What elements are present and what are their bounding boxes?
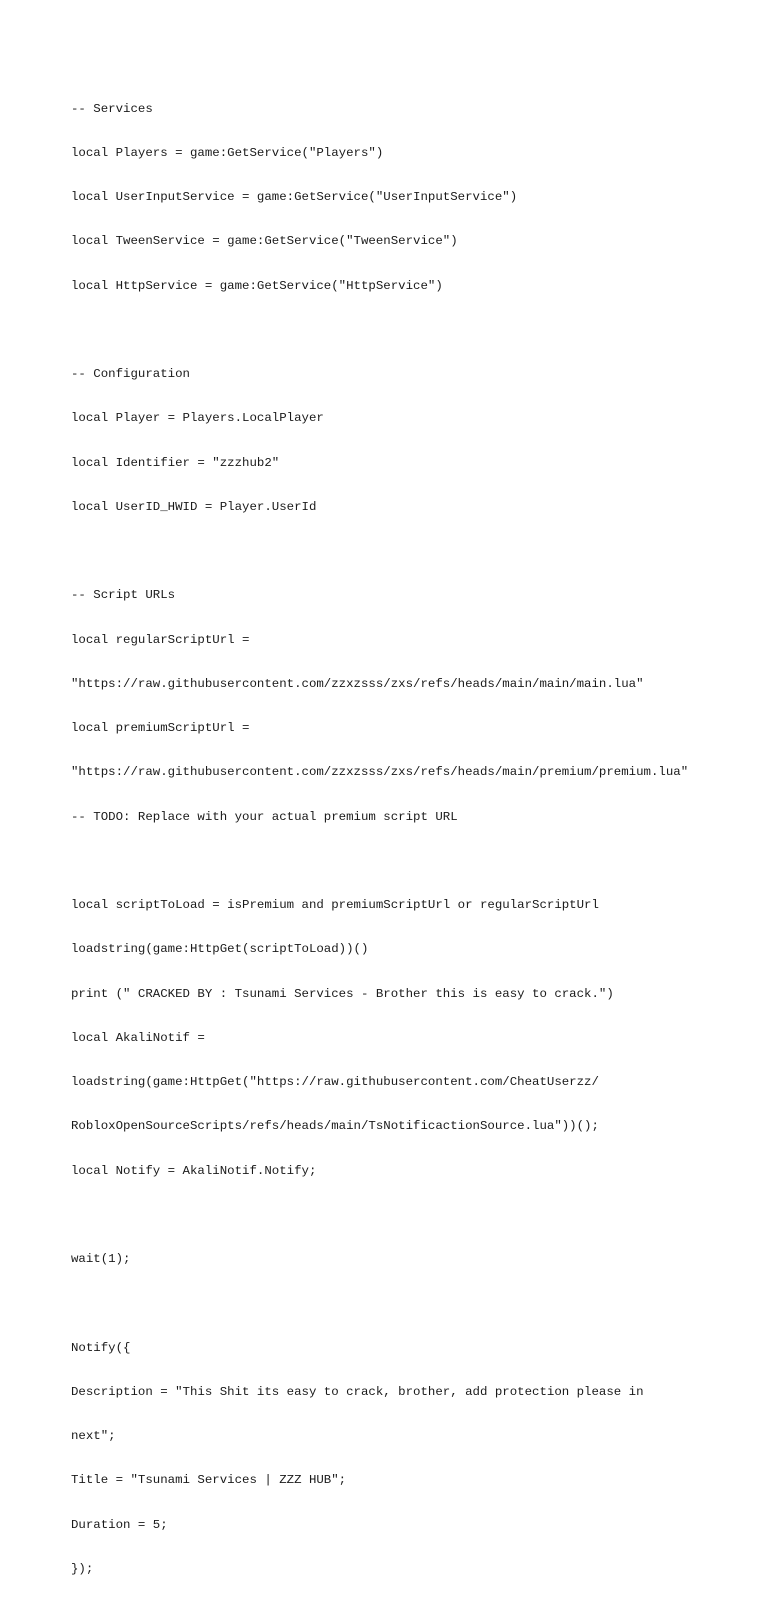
blank-line bbox=[71, 544, 711, 559]
blank-line bbox=[71, 323, 711, 338]
code-line: print (" CRACKED BY : Tsunami Services - Brother this is easy to crack.") bbox=[71, 986, 614, 1001]
code-line: local TweenService = game:GetService("TweenService") bbox=[71, 234, 458, 249]
code-line: local HttpService = game:GetService("HttpService") bbox=[71, 278, 443, 293]
code-line: loadstring(game:HttpGet("https://raw.githubusercontent.com/CheatUserzz/ bbox=[71, 1075, 599, 1089]
code-line: local Player = Players.LocalPlayer bbox=[71, 411, 324, 426]
code-line: loadstring(game:HttpGet(scriptToLoad))() bbox=[71, 942, 369, 957]
code-line: }); bbox=[71, 1561, 94, 1576]
code-line: local AkaliNotif = bbox=[71, 1030, 205, 1045]
blank-line bbox=[71, 1208, 711, 1223]
blank-line bbox=[71, 854, 711, 869]
code-line: RobloxOpenSourceScripts/refs/heads/main/TsNotificactionSource.lua"))(); bbox=[71, 1119, 599, 1134]
code-line: -- TODO: Replace with your actual premium script URL bbox=[71, 809, 458, 824]
code-line: Description = "This Shit its easy to crack, brother, add protection please in bbox=[71, 1384, 644, 1399]
code-line: local Players = game:GetService("Players") bbox=[71, 145, 384, 160]
code-line: local regularScriptUrl = bbox=[71, 632, 250, 647]
code-line: local Identifier = "zzzhub2" bbox=[71, 455, 280, 470]
code-line: next"; bbox=[71, 1429, 116, 1443]
blank-line bbox=[71, 1296, 711, 1311]
code-line: -- Services bbox=[71, 101, 153, 116]
code-line: local UserID_HWID = Player.UserId bbox=[71, 499, 317, 514]
code-line: local UserInputService = game:GetService("UserInputService") bbox=[71, 190, 518, 204]
code-line: Duration = 5; bbox=[71, 1517, 168, 1532]
code-line: -- Script URLs bbox=[71, 588, 176, 603]
code-line: -- Configuration bbox=[71, 367, 190, 381]
code-line: "https://raw.githubusercontent.com/zzxzsss/zxs/refs/heads/main/main/main.lua" bbox=[71, 676, 644, 691]
code-line: Notify({ bbox=[71, 1340, 131, 1355]
code-block bbox=[71, 72, 711, 1606]
code-line: local premiumScriptUrl = bbox=[71, 721, 250, 735]
code-line: local Notify = AkaliNotif.Notify; bbox=[71, 1163, 317, 1178]
code-line: wait(1); bbox=[71, 1252, 131, 1266]
code-line: "https://raw.githubusercontent.com/zzxzsss/zxs/refs/heads/main/premium/premium.lua" bbox=[71, 765, 689, 780]
code-line: local scriptToLoad = isPremium and premiumScriptUrl or regularScriptUrl bbox=[71, 898, 599, 912]
code-line: Title = "Tsunami Services | ZZZ HUB"; bbox=[71, 1473, 347, 1488]
